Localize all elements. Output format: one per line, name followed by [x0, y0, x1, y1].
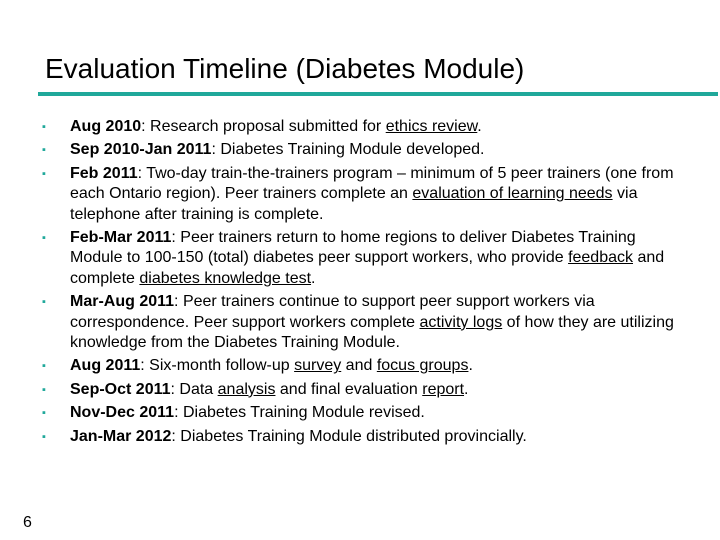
underlined-term: report [422, 380, 465, 398]
square-bullet-icon: ▪ [42, 407, 46, 420]
timeline-date-label: Jan-Mar 2012 [70, 427, 172, 445]
square-bullet-icon: ▪ [42, 383, 46, 396]
timeline-bullet-list [42, 117, 682, 450]
timeline-text: via telephone after training is complete. [70, 185, 638, 223]
timeline-text: : Six-month follow-up [140, 357, 295, 375]
square-bullet-icon: ▪ [42, 144, 46, 157]
timeline-date-label: Aug 2011 [70, 357, 141, 375]
underlined-term: evaluation of learning needs [412, 185, 613, 203]
slide-title: Evaluation Timeline (Diabetes Module) [45, 53, 525, 84]
title-divider [38, 92, 718, 96]
timeline-date-label: Sep-Oct 2011 [70, 380, 171, 398]
underlined-term: focus groups [376, 357, 469, 375]
timeline-item [42, 117, 682, 137]
page-number: 6 [23, 514, 32, 531]
timeline-text: : Peer trainers continue to support peer support workers via correspondence. Peer support workers complete [70, 293, 595, 331]
timeline-text: : Peer trainers return to home regions to deliver Diabetes Training Module to 100-150 (total) diabetes peer support workers, who provide [70, 229, 636, 267]
underlined-term: survey [294, 357, 342, 375]
timeline-text: : Data [170, 380, 218, 398]
timeline-date-label: Aug 2010 [70, 118, 142, 135]
timeline-date-label: Feb 2011 [70, 164, 138, 182]
square-bullet-icon: ▪ [42, 232, 46, 245]
square-bullet-icon: ▪ [42, 430, 46, 443]
timeline-date-label: Feb-Mar 2011 [70, 229, 172, 247]
timeline-item [42, 380, 682, 400]
timeline-item [42, 140, 682, 160]
square-bullet-icon: ▪ [42, 296, 46, 309]
timeline-text: : Diabetes Training Module revised. [174, 404, 425, 422]
timeline-text: : Two-day train-the-trainers program – minimum of 5 peer trainers (one from each Ontario region). Peer trainers complete an [70, 164, 674, 203]
timeline-item [42, 164, 682, 225]
square-bullet-icon: ▪ [42, 167, 46, 180]
underlined-term: analysis [217, 380, 276, 398]
timeline-text: of how they are utilizing knowledge from the Diabetes Training Module. [70, 313, 674, 352]
timeline-text: and complete [70, 249, 665, 287]
timeline-text: . [311, 269, 316, 287]
timeline-text: . [468, 357, 473, 375]
underlined-term: diabetes knowledge test [139, 269, 312, 287]
timeline-text: . [477, 118, 482, 135]
timeline-date-label: Nov-Dec 2011 [70, 404, 175, 422]
timeline-item [42, 228, 682, 289]
square-bullet-icon: ▪ [42, 360, 46, 373]
timeline-text: and [341, 357, 377, 375]
timeline-text: : Research proposal submitted for [141, 118, 386, 135]
timeline-text: . [464, 380, 469, 398]
timeline-date-label: Sep 2010-Jan 2011 [70, 141, 212, 159]
timeline-text: : Diabetes Training Module distributed provincially. [171, 427, 527, 445]
timeline-item [42, 403, 682, 423]
timeline-text: and final evaluation [275, 380, 423, 398]
square-bullet-icon: ▪ [42, 121, 46, 133]
underlined-term: feedback [568, 249, 633, 267]
timeline-text: : Diabetes Training Module developed. [211, 141, 485, 159]
timeline-item [42, 356, 682, 376]
underlined-term: activity logs [419, 313, 503, 331]
underlined-term: ethics review [385, 118, 478, 135]
timeline-item [42, 292, 682, 353]
timeline-item [42, 427, 682, 447]
timeline-date-label: Mar-Aug 2011 [70, 293, 175, 311]
